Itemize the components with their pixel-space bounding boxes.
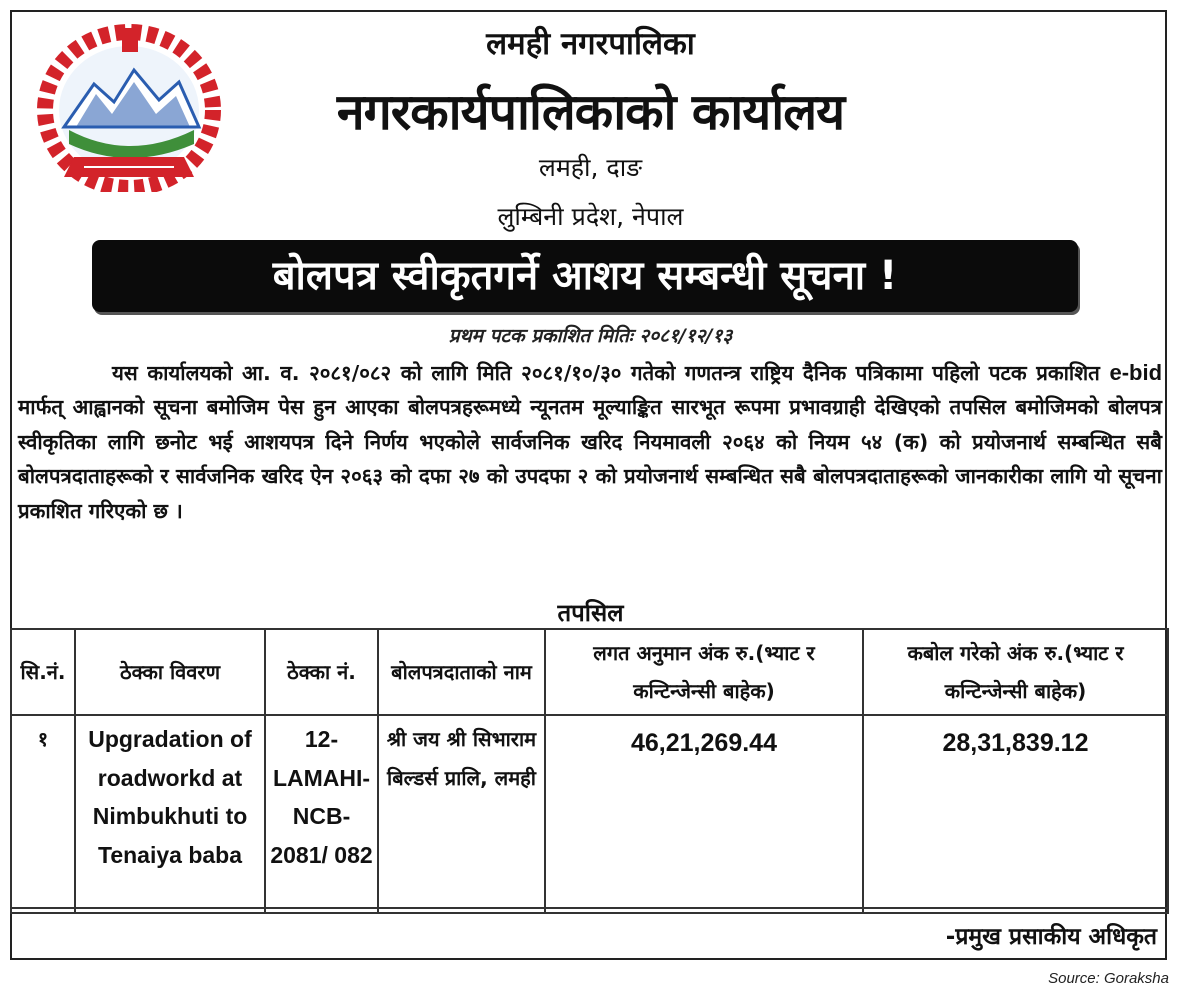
- office-name: नगरकार्यपालिकाको कार्यालय: [336, 83, 845, 141]
- contract-table: [10, 628, 1169, 914]
- notice-body: [18, 356, 1162, 528]
- header-bidder: बोलपत्रदाताको नाम: [378, 629, 545, 715]
- header-description: ठेक्का विवरण: [75, 629, 265, 715]
- body-part-1: यस कार्यालयको आ. व. २०८१/०८२ को लागि मिति २०८१/१०/३० गतेको गणतन्त्र राष्ट्रिय दैनिक पत्रिकामा पहिलो पटक प्रकाशित: [112, 361, 1100, 385]
- table-caption: तपसिल: [557, 599, 624, 627]
- header-contract-no: ठेक्का नं.: [265, 629, 378, 715]
- cell-bidder: श्री जय श्री सिभाराम बिल्डर्स प्रालि, लमही: [378, 715, 545, 913]
- municipality-name: लमही नगरपालिका: [486, 26, 695, 62]
- source-credit: Source: Goraksha: [1048, 970, 1169, 987]
- ebid-text: e-bid: [1109, 360, 1163, 385]
- cell-description: Upgradation of roadworkd at Nimbukhuti to Tenaiya baba: [75, 715, 265, 913]
- cell-estimate: 46,21,269.44: [545, 715, 863, 913]
- signatory-title: -प्रमुख प्रसाकीय अधिकृत: [945, 924, 1157, 950]
- signature-row: [10, 907, 1167, 960]
- cell-contract-no: 12-LAMAHI-NCB-2081/ 082: [265, 715, 378, 913]
- table-row: [11, 715, 1168, 913]
- header-bid-amount: कबोल गरेको अंक रु.(भ्याट र कन्टिन्जेन्सी बाहेक): [863, 629, 1168, 715]
- body-part-2: मार्फत् आह्वानको सूचना बमोजिम पेस हुन आएका बोलपत्रहरूमध्ये न्यूनतम मूल्याङ्कित सारभूत रूपमा प्रभावग्राही देखिएको तपसिल बमोजिमको बोलपत्र स्वीकृतिका लागि छनोट भई आशयपत्र दिने निर्णय भएकोले सार्वजनिक खरिद नियमावली २०६४ को नियम ५४ (क) को प्रयोजनार्थ सम्बन्धित सबै बोलपत्रदाताहरूको र सार्वजनिक खरिद ऐन २०६३ को दफा २७ को उपदफा २ को प्रयोजनार्थ सम्बन्धित सबै बोलपत्रदाताहरूको जानकारीका लागि यो सूचना प्रकाशित गरिएको छ ।: [18, 395, 1162, 523]
- header-estimate: लगत अनुमान अंक रु.(भ्याट र कन्टिन्जेन्सी बाहेक): [545, 629, 863, 715]
- header-sn: सि.नं.: [11, 629, 75, 715]
- table-header-row: [11, 629, 1168, 715]
- notice-title-banner: बोलपत्र स्वीकृतगर्ने आशय सम्बन्धी सूचना !: [92, 240, 1078, 312]
- publish-date: प्रथम पटक प्रकाशित मितिः २०८१/१२/१३: [448, 325, 733, 347]
- cell-sn: १: [11, 715, 75, 913]
- cell-bid-amount: 28,31,839.12: [863, 715, 1168, 913]
- office-location: लमही, दाङ: [538, 153, 643, 182]
- province-name: लुम्बिनी प्रदेश, नेपाल: [497, 202, 684, 231]
